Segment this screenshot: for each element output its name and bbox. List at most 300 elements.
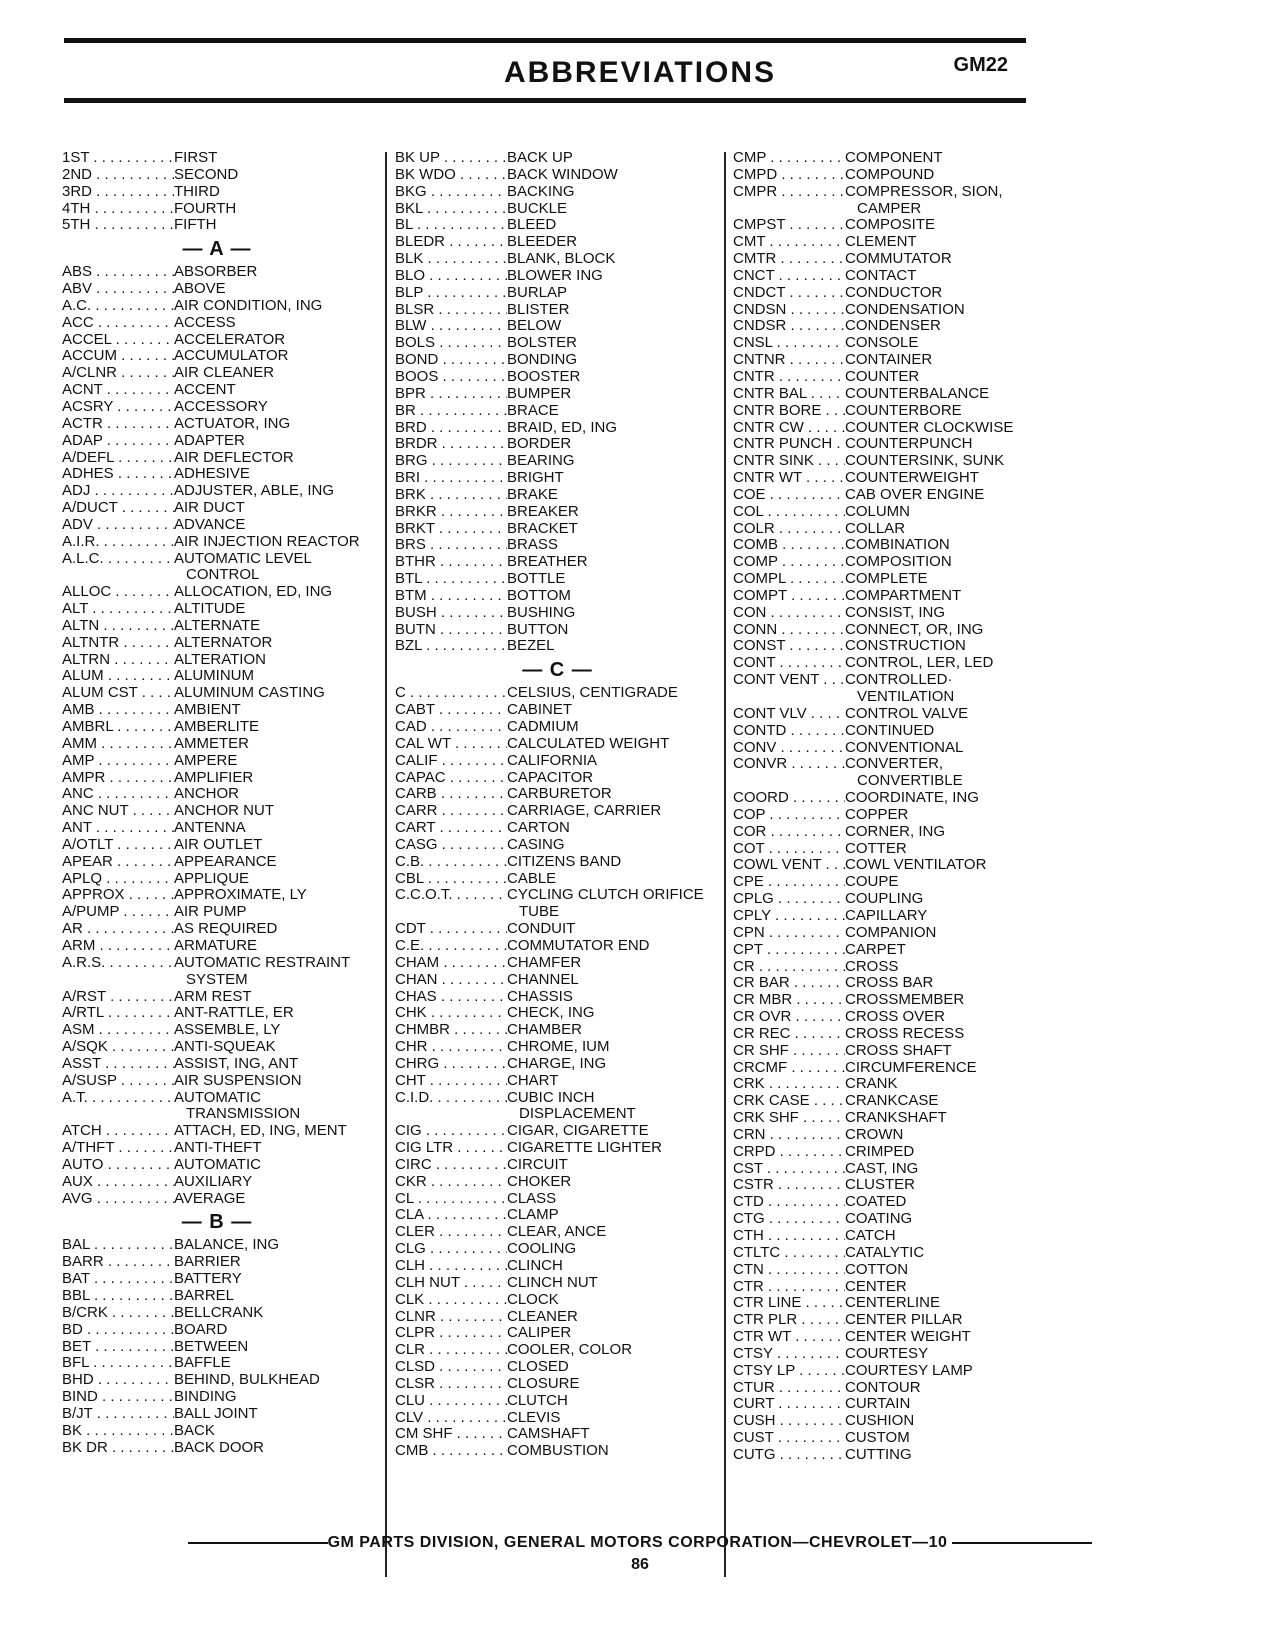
abbreviation-code: CNTNR . . . — [733, 352, 845, 369]
abbreviation-entry — [395, 1258, 720, 1275]
abbreviation-entry — [733, 453, 1033, 470]
meaning-text: COOLER, COLOR — [507, 1341, 633, 1359]
abbreviation-meaning — [174, 382, 372, 399]
abbreviation-entry — [733, 857, 1033, 874]
meaning-text: ADVANCE — [174, 515, 246, 533]
abbreviation-code: BBL . . . — [62, 1288, 174, 1305]
abbreviation-code: CHAM . . . — [395, 955, 507, 972]
abbreviation-meaning — [507, 719, 720, 736]
abbreviation-meaning — [174, 517, 372, 534]
abbreviation-code: BK . . . — [62, 1423, 174, 1440]
abbreviation-entry — [395, 1207, 720, 1224]
abbreviation-meaning — [845, 925, 1033, 942]
abbreviation-meaning — [174, 1191, 372, 1208]
abbreviation-entry — [395, 268, 720, 285]
meaning-text: COUNTER CLOCKWISE — [845, 418, 1014, 436]
abbreviation-entry — [733, 622, 1033, 639]
meaning-text: COTTON — [845, 1260, 909, 1278]
abbreviation-code: BLW . . . — [395, 318, 507, 335]
meaning-continuation: TUBE — [519, 903, 560, 921]
abbreviation-entry — [395, 1426, 720, 1443]
abbreviation-entry — [395, 537, 720, 554]
abbreviation-entry — [733, 436, 1033, 453]
abbreviation-entry — [395, 470, 720, 487]
abbreviation-meaning — [845, 251, 1033, 268]
abbreviation-entry — [733, 1043, 1033, 1060]
abbreviation-entry — [395, 1039, 720, 1056]
meaning-text: COATING — [845, 1210, 913, 1228]
meaning-text: AIR CONDITION, ING — [174, 296, 323, 314]
abbreviation-meaning — [507, 201, 720, 218]
abbreviation-entry — [733, 1093, 1033, 1110]
abbreviation-entry — [733, 1430, 1033, 1447]
abbreviation-entry — [395, 251, 720, 268]
abbreviation-meaning — [507, 217, 720, 234]
abbreviation-meaning — [507, 938, 720, 955]
abbreviation-code: CONV . . . — [733, 740, 845, 757]
meaning-text: ARMATURE — [174, 936, 258, 954]
meaning-text: CLAMP — [507, 1206, 559, 1224]
meaning-text: BACK UP — [507, 149, 573, 166]
abbreviation-code: AMPR . . . — [62, 770, 174, 787]
meaning-text: COUNTER — [845, 367, 920, 385]
abbreviation-entry — [62, 854, 372, 871]
abbreviation-code: ACNT . . . — [62, 382, 174, 399]
abbreviation-entry — [395, 521, 720, 538]
abbreviation-code: COR . . . — [733, 824, 845, 841]
meaning-text: CENTER WEIGHT — [845, 1328, 971, 1346]
abbreviation-meaning — [507, 318, 720, 335]
abbreviation-code: CNDSN . . . — [733, 302, 845, 319]
meaning-continuation: CONVERTIBLE — [857, 772, 963, 790]
abbreviation-meaning — [507, 571, 720, 588]
abbreviation-entry — [733, 352, 1033, 369]
abbreviation-code: A/CLNR . . . — [62, 365, 174, 382]
abbreviation-entry — [395, 1292, 720, 1309]
abbreviation-code: AMM . . . — [62, 736, 174, 753]
meaning-text: AMBERLITE — [174, 718, 260, 735]
abbreviation-entry — [733, 1329, 1033, 1346]
meaning-text: BLEEDER — [507, 233, 578, 251]
meaning-continuation: TRANSMISSION — [186, 1105, 301, 1123]
abbreviation-meaning — [845, 1144, 1033, 1161]
abbreviation-code: CRN . . . — [733, 1127, 845, 1144]
meaning-text: COMBINATION — [845, 536, 950, 554]
abbreviation-code: ACTR . . . — [62, 416, 174, 433]
abbreviation-meaning — [174, 281, 372, 298]
abbreviation-meaning — [174, 500, 372, 517]
abbreviation-meaning — [507, 285, 720, 302]
meaning-text: CRANKSHAFT — [845, 1109, 947, 1127]
abbreviation-code: CAPAC . . . — [395, 770, 507, 787]
abbreviation-entry — [395, 436, 720, 453]
meaning-text: ACCESSORY — [174, 397, 268, 415]
abbreviation-code: COP . . . — [733, 807, 845, 824]
abbreviation-meaning — [845, 1312, 1033, 1329]
abbreviation-entry — [62, 770, 372, 787]
meaning-text: BAFFLE — [174, 1354, 231, 1372]
abbreviation-entry — [395, 1022, 720, 1039]
abbreviation-meaning — [845, 807, 1033, 824]
abbreviation-code: C.C.O.T. . . . — [395, 887, 507, 921]
abbreviation-entry — [733, 740, 1033, 757]
abbreviation-entry — [62, 618, 372, 635]
meaning-text: AIR DUCT — [174, 499, 245, 517]
abbreviation-code: ALTNTR . . . — [62, 635, 174, 652]
meaning-text: AS REQUIRED — [174, 920, 278, 938]
abbreviation-code: CLSR . . . — [395, 1376, 507, 1393]
meaning-text: BUSHING — [507, 603, 576, 621]
meaning-text: ACCUMULATOR — [174, 347, 289, 365]
abbreviation-code: ACCUM . . . — [62, 348, 174, 365]
abbreviation-meaning — [174, 786, 372, 803]
meaning-text: CHASSIS — [507, 987, 573, 1005]
abbreviation-meaning — [507, 302, 720, 319]
abbreviation-meaning — [845, 302, 1033, 319]
abbreviation-entry — [62, 1237, 372, 1254]
abbreviation-code: BL . . . — [395, 217, 507, 234]
meaning-text: BACK DOOR — [174, 1438, 265, 1456]
meaning-text: ANT-RATTLE, ER — [174, 1004, 294, 1022]
meaning-text: BURLAP — [507, 283, 568, 301]
abbreviation-code: CUTG . . . — [733, 1447, 845, 1464]
meaning-text: ALTERATION — [174, 650, 266, 668]
abbreviation-code: AMP . . . — [62, 753, 174, 770]
abbreviation-meaning — [174, 1090, 372, 1124]
meaning-text: CELSIUS, CENTIGRADE — [507, 684, 678, 702]
abbreviation-meaning — [507, 403, 720, 420]
abbreviation-code: CNTR BAL . . . — [733, 386, 845, 403]
abbreviation-entry — [62, 921, 372, 938]
abbreviation-meaning — [507, 167, 720, 184]
meaning-text: CHROME, IUM — [507, 1038, 610, 1056]
meaning-text: CAPILLARY — [845, 906, 928, 924]
abbreviation-entry — [733, 403, 1033, 420]
abbreviation-code: CRCMF . . . — [733, 1060, 845, 1077]
abbreviation-meaning — [174, 433, 372, 450]
meaning-text: BACKING — [507, 182, 575, 200]
abbreviation-entry — [395, 487, 720, 504]
abbreviation-entry — [62, 184, 372, 201]
meaning-text: BARRIER — [174, 1253, 241, 1271]
abbreviation-code: ARM . . . — [62, 938, 174, 955]
abbreviation-entry — [395, 1224, 720, 1241]
abbreviation-entry — [395, 217, 720, 234]
page-title: ABBREVIATIONS — [503, 56, 777, 89]
abbreviation-entry — [733, 369, 1033, 386]
abbreviation-entry — [395, 1090, 720, 1124]
abbreviation-code: CNTR BORE . . . — [733, 403, 845, 420]
abbreviation-meaning — [845, 672, 1033, 706]
abbreviation-entry — [395, 1005, 720, 1022]
abbreviation-entry — [733, 723, 1033, 740]
abbreviation-code: CON . . . — [733, 605, 845, 622]
abbreviation-meaning — [174, 551, 372, 585]
abbreviation-meaning — [845, 638, 1033, 655]
meaning-text: CONDENSER — [845, 317, 941, 335]
abbreviation-entry — [395, 150, 720, 167]
abbreviation-code: CAD . . . — [395, 719, 507, 736]
abbreviation-meaning — [845, 1363, 1033, 1380]
abbreviation-meaning — [507, 1090, 720, 1124]
meaning-text: CADMIUM — [507, 718, 579, 735]
abbreviation-meaning — [845, 386, 1033, 403]
meaning-text: ALLOCATION, ED, ING — [174, 583, 333, 601]
meaning-text: CONDENSATION — [845, 300, 965, 318]
abbreviation-entry — [733, 554, 1033, 571]
abbreviation-entry — [395, 201, 720, 218]
meaning-text: CITIZENS BAND — [507, 852, 622, 870]
abbreviation-meaning — [507, 369, 720, 386]
abbreviation-code: CKR . . . — [395, 1174, 507, 1191]
meaning-text: COUNTERBALANCE — [845, 384, 990, 402]
meaning-text: ANTENNA — [174, 819, 246, 837]
abbreviation-meaning — [845, 436, 1033, 453]
abbreviation-entry — [62, 955, 372, 989]
meaning-text: CASING — [507, 835, 565, 853]
abbreviation-code: BRDR . . . — [395, 436, 507, 453]
abbreviation-meaning — [507, 1325, 720, 1342]
abbreviation-code: BTM . . . — [395, 588, 507, 605]
abbreviation-code: CTSY LP . . . — [733, 1363, 845, 1380]
meaning-text: CORNER, ING — [845, 822, 946, 840]
abbreviation-meaning — [174, 1237, 372, 1254]
abbreviation-meaning — [507, 638, 720, 655]
abbreviation-column-3 — [733, 150, 1033, 1464]
meaning-text: CROSS SHAFT — [845, 1041, 952, 1059]
abbreviation-entry — [733, 504, 1033, 521]
abbreviation-code: CTUR . . . — [733, 1380, 845, 1397]
abbreviation-entry — [62, 584, 372, 601]
abbreviation-code: A/THFT . . . — [62, 1140, 174, 1157]
abbreviation-entry — [733, 1228, 1033, 1245]
abbreviation-meaning — [845, 1076, 1033, 1093]
abbreviation-code: CLU . . . — [395, 1393, 507, 1410]
abbreviation-entry — [733, 1346, 1033, 1363]
abbreviation-entry — [395, 955, 720, 972]
abbreviation-meaning — [174, 854, 372, 871]
meaning-text: COMPOUND — [845, 165, 935, 183]
abbreviation-code: ADV . . . — [62, 517, 174, 534]
abbreviation-entry — [62, 1191, 372, 1208]
abbreviation-code: COMP . . . — [733, 554, 845, 571]
abbreviation-code: BRKR . . . — [395, 504, 507, 521]
abbreviation-entry — [62, 1389, 372, 1406]
abbreviation-meaning — [845, 1262, 1033, 1279]
abbreviation-code: A.C. . . . — [62, 298, 174, 315]
abbreviation-entry — [62, 483, 372, 500]
abbreviation-meaning — [174, 1355, 372, 1372]
abbreviation-entry — [62, 167, 372, 184]
abbreviation-code: BRS . . . — [395, 537, 507, 554]
meaning-text: COPPER — [845, 805, 909, 823]
meaning-text: COTTER — [845, 839, 907, 857]
abbreviation-code: CONTD . . . — [733, 723, 845, 740]
abbreviation-entry — [733, 959, 1033, 976]
abbreviation-code: ALUM CST . . . — [62, 685, 174, 702]
abbreviation-code: APPROX . . . — [62, 887, 174, 904]
meaning-text: BINDING — [174, 1388, 237, 1406]
abbreviation-entry — [733, 1161, 1033, 1178]
meaning-text: AIR OUTLET — [174, 835, 263, 853]
abbreviation-code: ALT . . . — [62, 601, 174, 618]
abbreviation-entry — [62, 1140, 372, 1157]
abbreviation-entry — [395, 938, 720, 955]
abbreviation-code: A/RST . . . — [62, 989, 174, 1006]
abbreviation-meaning — [174, 1157, 372, 1174]
abbreviation-entry — [395, 1241, 720, 1258]
abbreviation-meaning — [845, 655, 1033, 672]
abbreviation-entry — [733, 420, 1033, 437]
meaning-text: CARRIAGE, CARRIER — [507, 802, 662, 820]
abbreviation-code: BHD . . . — [62, 1372, 174, 1389]
meaning-text: BRAID, ED, ING — [507, 418, 618, 436]
abbreviation-meaning — [845, 1329, 1033, 1346]
abbreviation-code: BIND . . . — [62, 1389, 174, 1406]
abbreviation-meaning — [174, 685, 372, 702]
abbreviation-code: CR BAR . . . — [733, 975, 845, 992]
abbreviation-entry — [733, 150, 1033, 167]
abbreviation-meaning — [845, 335, 1033, 352]
abbreviation-code: CRK . . . — [733, 1076, 845, 1093]
abbreviation-code: ALTN . . . — [62, 618, 174, 635]
abbreviation-entry — [395, 887, 720, 921]
abbreviation-code: CMP . . . — [733, 150, 845, 167]
meaning-text: AUXILIARY — [174, 1172, 253, 1190]
abbreviation-entry — [395, 1174, 720, 1191]
abbreviation-meaning — [174, 871, 372, 888]
abbreviation-code: CHT . . . — [395, 1073, 507, 1090]
meaning-text: CONTROL VALVE — [845, 704, 969, 722]
meaning-text: FIRST — [174, 149, 218, 166]
abbreviation-code: CPT . . . — [733, 942, 845, 959]
abbreviation-entry — [395, 1342, 720, 1359]
abbreviation-meaning — [507, 1191, 720, 1208]
abbreviation-code: AUTO . . . — [62, 1157, 174, 1174]
abbreviation-code: CHRG . . . — [395, 1056, 507, 1073]
abbreviation-meaning — [174, 1005, 372, 1022]
abbreviation-entry — [733, 217, 1033, 234]
abbreviation-meaning — [845, 1110, 1033, 1127]
abbreviation-code: CST . . . — [733, 1161, 845, 1178]
abbreviation-code: CNTR PUNCH . . . — [733, 436, 845, 453]
abbreviation-code: APLQ . . . — [62, 871, 174, 888]
abbreviation-meaning — [174, 184, 372, 201]
meaning-text: AIR CLEANER — [174, 364, 275, 382]
abbreviation-meaning — [174, 1073, 372, 1090]
abbreviation-entry — [733, 588, 1033, 605]
meaning-text: CLINCH NUT — [507, 1273, 598, 1291]
meaning-text: COURTESY — [845, 1344, 929, 1362]
abbreviation-code: A/DEFL . . . — [62, 450, 174, 467]
abbreviation-entry — [62, 601, 372, 618]
abbreviation-meaning — [845, 1380, 1033, 1397]
abbreviation-code: CLNR . . . — [395, 1309, 507, 1326]
meaning-text: ALUMINUM — [174, 667, 255, 685]
abbreviation-meaning — [507, 989, 720, 1006]
meaning-text: CLEANER — [507, 1307, 578, 1325]
abbreviation-meaning — [507, 1207, 720, 1224]
abbreviation-entry — [733, 1211, 1033, 1228]
abbreviation-entry — [62, 332, 372, 349]
abbreviation-meaning — [845, 420, 1033, 437]
abbreviation-entry — [395, 1443, 720, 1460]
abbreviation-code: CR SHF . . . — [733, 1043, 845, 1060]
abbreviation-code: CTH . . . — [733, 1228, 845, 1245]
abbreviation-entry — [395, 1140, 720, 1157]
abbreviation-code: BD . . . — [62, 1322, 174, 1339]
abbreviation-entry — [62, 1254, 372, 1271]
abbreviation-entry — [733, 756, 1033, 790]
meaning-text: CLEVIS — [507, 1408, 561, 1426]
abbreviation-entry — [62, 1423, 372, 1440]
meaning-text: AIR DEFLECTOR — [174, 448, 294, 466]
abbreviation-code: COE . . . — [733, 487, 845, 504]
abbreviation-code: BRK . . . — [395, 487, 507, 504]
meaning-text: BUTTON — [507, 620, 569, 638]
meaning-text: BATTERY — [174, 1270, 242, 1288]
abbreviation-meaning — [174, 921, 372, 938]
abbreviation-meaning — [507, 588, 720, 605]
abbreviation-code: ALUM . . . — [62, 668, 174, 685]
meaning-text: CATALYTIC — [845, 1243, 925, 1261]
abbreviation-entry — [395, 1393, 720, 1410]
abbreviation-meaning — [507, 537, 720, 554]
abbreviation-code: CLER . . . — [395, 1224, 507, 1241]
abbreviation-code: CHMBR . . . — [395, 1022, 507, 1039]
abbreviation-entry — [62, 517, 372, 534]
meaning-text: COUPE — [845, 873, 899, 891]
abbreviation-code: CMPST . . . — [733, 217, 845, 234]
abbreviation-meaning — [845, 857, 1033, 874]
abbreviation-entry — [395, 554, 720, 571]
abbreviation-meaning — [845, 1295, 1033, 1312]
section-heading: — A — — [182, 238, 252, 261]
abbreviation-meaning — [174, 1339, 372, 1356]
abbreviation-meaning — [507, 1426, 720, 1443]
meaning-text: CIRCUMFERENCE — [845, 1058, 977, 1076]
abbreviation-entry — [733, 234, 1033, 251]
abbreviation-meaning — [174, 298, 372, 315]
abbreviation-code: CNDCT . . . — [733, 285, 845, 302]
meaning-text: BETWEEN — [174, 1337, 249, 1355]
abbreviation-code: ANC . . . — [62, 786, 174, 803]
abbreviation-meaning — [507, 837, 720, 854]
meaning-text: AIR PUMP — [174, 903, 247, 921]
abbreviation-entry — [395, 234, 720, 251]
abbreviation-meaning — [507, 487, 720, 504]
abbreviation-meaning — [507, 436, 720, 453]
abbreviation-code: CMPD . . . — [733, 167, 845, 184]
abbreviation-meaning — [507, 420, 720, 437]
abbreviation-entry — [733, 302, 1033, 319]
abbreviation-code: CNTR WT . . . — [733, 470, 845, 487]
footer-rule-right — [952, 1542, 1092, 1544]
abbreviation-entry — [395, 605, 720, 622]
meaning-text: ACCELERATOR — [174, 330, 286, 348]
meaning-text: AUTOMATIC — [174, 1155, 261, 1173]
abbreviation-code: CURT . . . — [733, 1396, 845, 1413]
abbreviation-entry — [395, 622, 720, 639]
abbreviation-meaning — [174, 955, 372, 989]
abbreviation-code: CLH . . . — [395, 1258, 507, 1275]
abbreviation-entry — [62, 702, 372, 719]
top-rule — [64, 38, 1026, 43]
abbreviation-entry — [395, 753, 720, 770]
abbreviation-code: ANT . . . — [62, 820, 174, 837]
meaning-text: CONTROLLED· — [845, 671, 953, 689]
abbreviation-entry — [62, 1372, 372, 1389]
